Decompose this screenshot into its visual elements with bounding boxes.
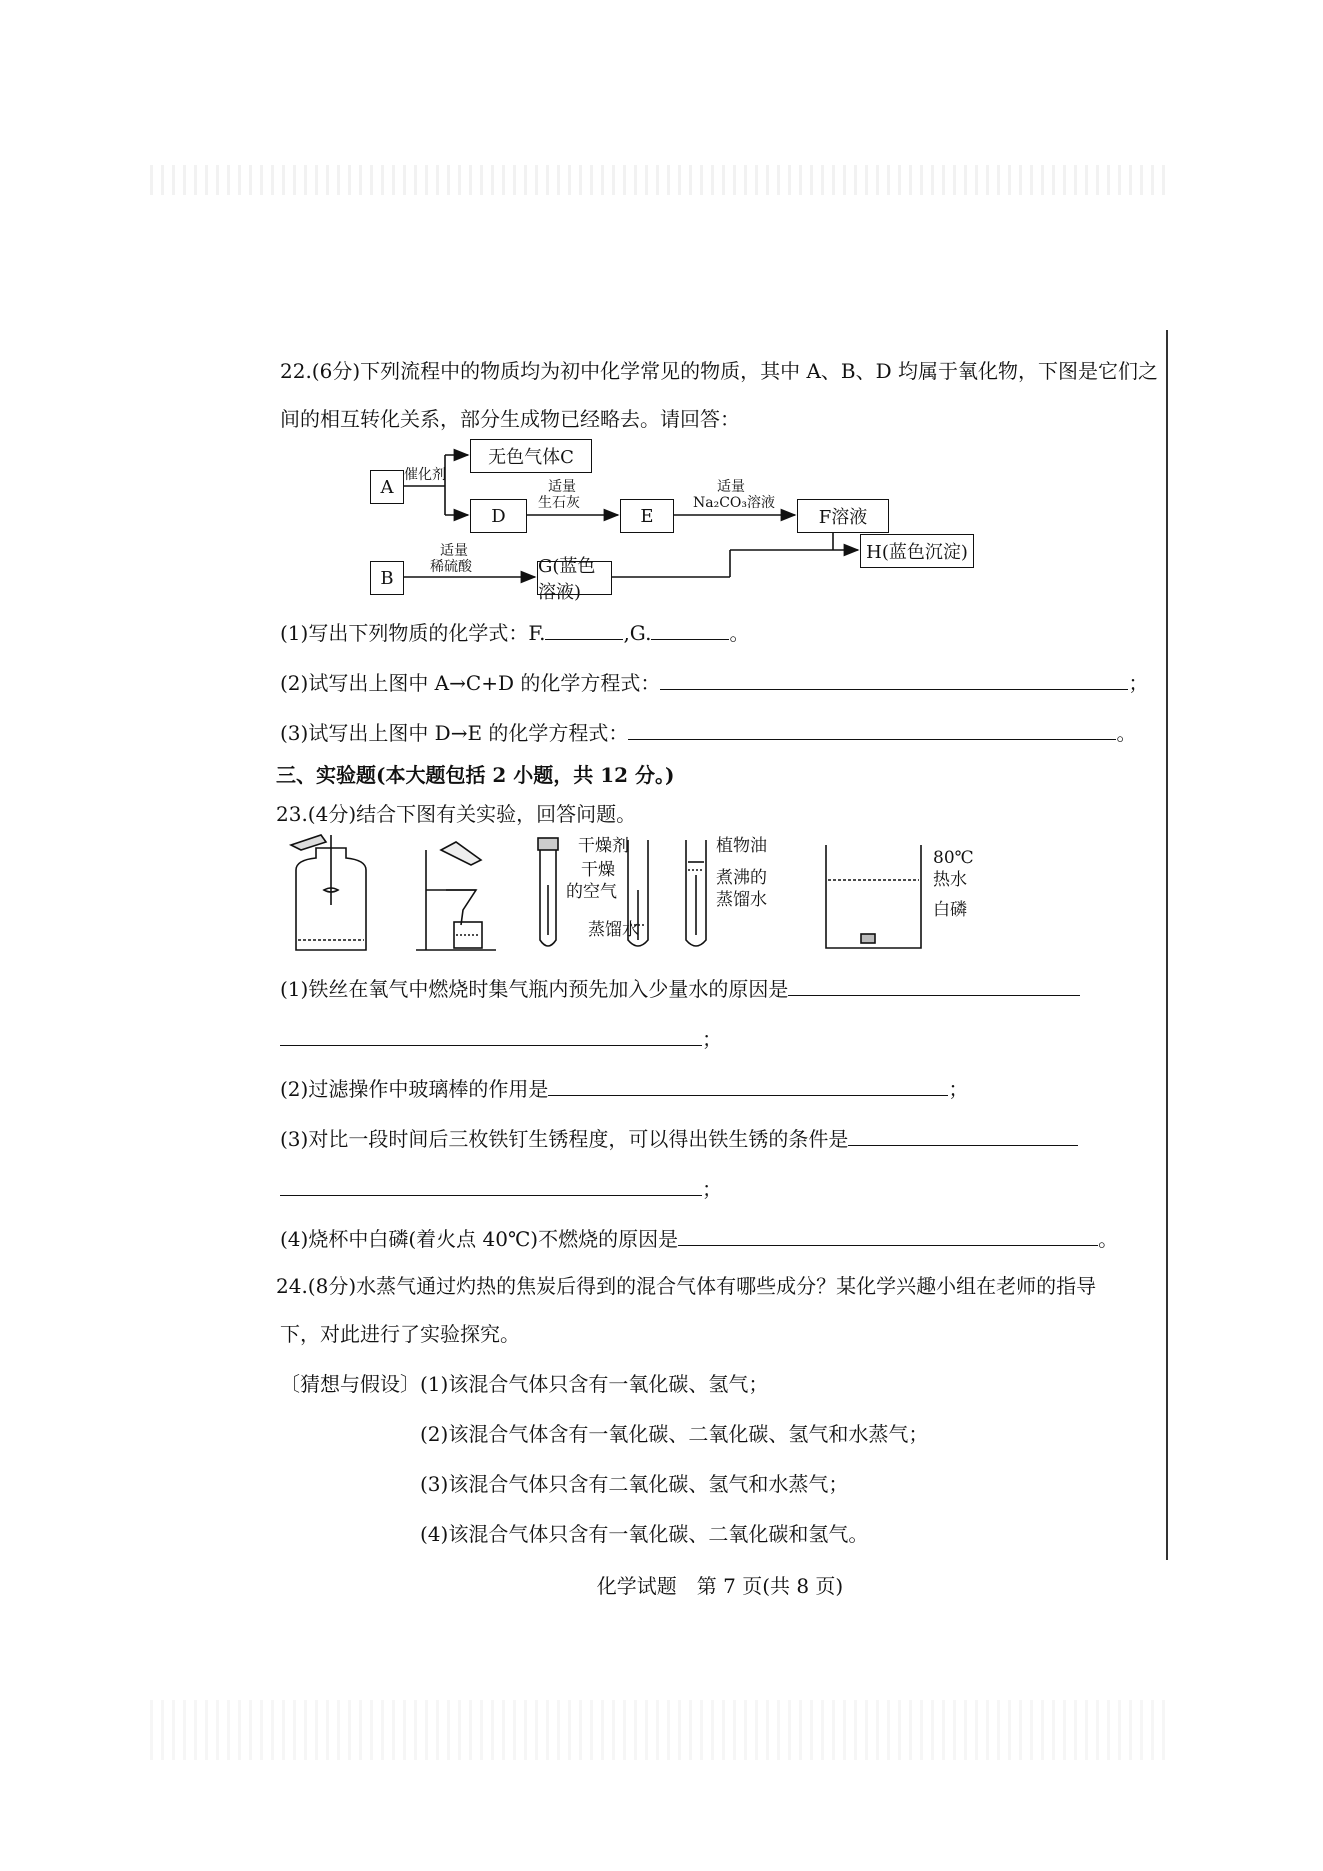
label-lime-amount: 适量 — [548, 479, 576, 495]
answer-blank-23-4[interactable] — [678, 1227, 1098, 1246]
label-lime: 生石灰 — [538, 495, 580, 511]
test-tube-dry-air-icon — [538, 838, 558, 946]
label-boiled-2: 蒸馏水 — [716, 890, 767, 910]
label-boiled-1: 煮沸的 — [716, 868, 767, 888]
hypothesis-4: (4)该混合气体只含有一氧化碳、二氧化碳和氢气。 — [420, 1522, 869, 1546]
q22-p3-text: (3)试写出上图中 D→E 的化学方程式： — [280, 721, 629, 745]
answer-blank-23-1b[interactable] — [280, 1027, 702, 1046]
hypothesis-3: (3)该混合气体只含有二氧化碳、氢气和水蒸气； — [420, 1472, 849, 1496]
answer-blank-23-2[interactable] — [548, 1077, 948, 1096]
page-footer: 化学试题 第 7 页(共 8 页) — [596, 1574, 844, 1598]
label-white-p: 白磷 — [933, 900, 967, 920]
flow-arrows — [280, 435, 1160, 595]
q22-line1: 22.(6分)下列流程中的物质均为初中化学常见的物质，其中 A、B、D 均属于氧化物，下图是它们之 — [280, 359, 1159, 383]
label-catalyst: 催化剂 — [404, 467, 446, 483]
label-veg-oil: 植物油 — [716, 836, 767, 856]
q22-part2 — [280, 667, 1148, 696]
test-tube-oil-icon — [686, 840, 706, 946]
label-hot-water: 热水 — [933, 870, 967, 890]
label-dry-air-2: 的空气 — [566, 882, 617, 902]
scan-noise-bottom — [150, 1700, 1173, 1760]
q23-p2-text: (2)过滤操作中玻璃棒的作用是 — [280, 1077, 549, 1101]
label-dry-air-1: 干燥 — [581, 860, 615, 880]
label-na2co3: Na₂CO₃溶液 — [693, 495, 776, 511]
node-A: A — [370, 470, 404, 504]
node-E: E — [620, 499, 674, 533]
label-hot-water-temp: 80℃ — [933, 848, 974, 868]
node-B: B — [370, 561, 404, 595]
node-F: F溶液 — [797, 499, 889, 533]
scan-noise-top — [150, 165, 1173, 195]
label-na2co3-amount: 适量 — [717, 479, 745, 495]
q23-part4 — [280, 1223, 1118, 1252]
answer-blank-F[interactable] — [545, 621, 623, 640]
experiment-figures — [276, 830, 1156, 955]
q22-p3-end: 。 — [1116, 721, 1137, 745]
answer-blank-eq2[interactable] — [628, 721, 1116, 740]
answer-blank-eq1[interactable] — [660, 671, 1128, 690]
q23-part3-cont — [280, 1173, 722, 1202]
label-distilled-water: 蒸馏水 — [588, 920, 639, 940]
q24-hypothesis-1 — [280, 1368, 768, 1397]
q22-part3 — [280, 717, 1136, 746]
section-3-heading: 三、实验题(本大题包括 2 小题，共 12 分。) — [276, 763, 675, 787]
q22-p1-text: (1)写出下列物质的化学式：F. — [280, 621, 546, 645]
node-D: D — [470, 499, 527, 533]
q23-p3-text: (3)对比一段时间后三枚铁钉生锈程度，可以得出铁生锈的条件是 — [280, 1127, 849, 1151]
margin-rule — [1166, 330, 1168, 1560]
hypothesis-title: 〔猜想与假设〕 — [280, 1372, 420, 1396]
q23-part2 — [280, 1073, 968, 1102]
q22-line2: 间的相互转化关系，部分生成物已经略去。请回答： — [280, 407, 740, 431]
label-acid: 稀硫酸 — [430, 559, 472, 575]
q23-part3 — [280, 1123, 1078, 1152]
q22-p2-end: ； — [1128, 671, 1149, 695]
q23-part1-cont — [280, 1023, 722, 1052]
label-acid-amount: 适量 — [440, 543, 468, 559]
q24-line1: 24.(8分)水蒸气通过灼热的焦炭后得到的混合气体有哪些成分？某化学兴趣小组在老师的指导 — [276, 1274, 1097, 1298]
q23-p1-text: (1)铁丝在氧气中燃烧时集气瓶内预先加入少量水的原因是 — [280, 977, 789, 1001]
node-G: G(蓝色溶液) — [537, 561, 612, 595]
q24-line2: 下，对此进行了实验探究。 — [280, 1322, 520, 1346]
filtration-icon — [416, 842, 496, 950]
q22-p1-end: 。 — [729, 621, 750, 645]
node-C: 无色气体C — [470, 439, 592, 473]
q22-p1-mid: ,G. — [623, 621, 652, 645]
q22-part1 — [280, 617, 749, 646]
answer-blank-23-3a[interactable] — [848, 1127, 1078, 1146]
label-desiccant: 干燥剂 — [578, 836, 629, 856]
q23-intro: 23.(4分)结合下图有关实验，回答问题。 — [276, 802, 637, 826]
hypothesis-2: (2)该混合气体含有一氧化碳、二氧化碳、氢气和水蒸气； — [420, 1422, 929, 1446]
beaker-icon — [826, 845, 921, 948]
node-H: H(蓝色沉淀) — [860, 534, 974, 568]
gas-jar-icon — [291, 835, 366, 950]
flow-diagram — [280, 435, 1160, 603]
q23-p1-end: ； — [702, 1027, 722, 1051]
answer-blank-G[interactable] — [651, 621, 729, 640]
q23-part1 — [280, 973, 1080, 1002]
q23-p4-text: (4)烧杯中白磷(着火点 40℃)不燃烧的原因是 — [280, 1227, 679, 1251]
hypothesis-1: (1)该混合气体只含有一氧化碳、氢气； — [420, 1372, 769, 1396]
q23-p3-end: ； — [702, 1177, 722, 1201]
answer-blank-23-1a[interactable] — [788, 977, 1080, 996]
answer-blank-23-3b[interactable] — [280, 1177, 702, 1196]
q23-p4-end: 。 — [1098, 1227, 1119, 1251]
q22-p2-text: (2)试写出上图中 A→C+D 的化学方程式： — [280, 671, 661, 695]
q23-p2-end: ； — [948, 1077, 969, 1101]
